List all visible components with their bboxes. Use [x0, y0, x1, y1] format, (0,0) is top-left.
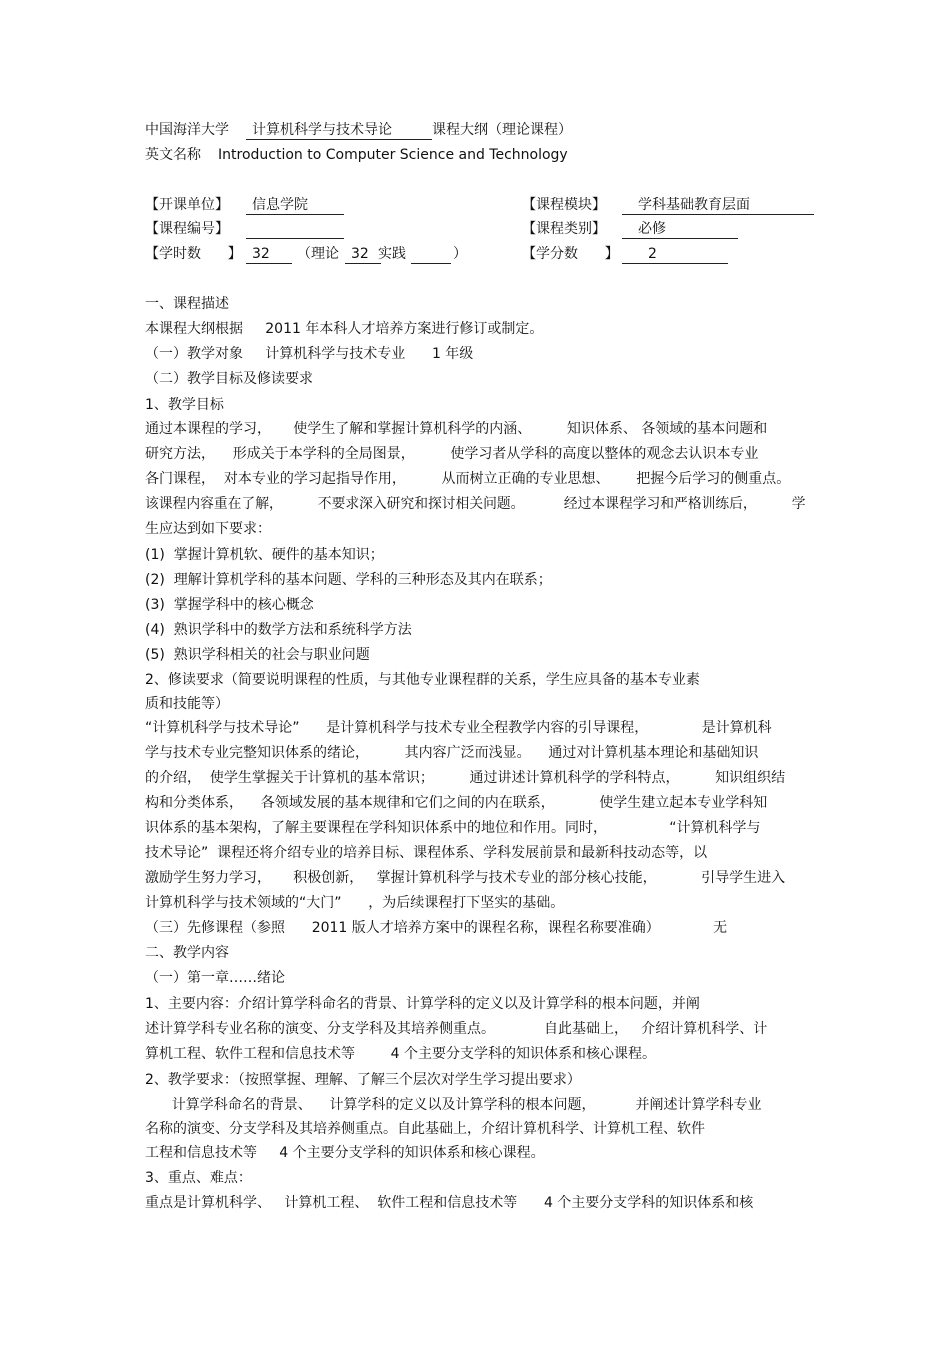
course-name: 计算机科学与技术导论: [246, 121, 432, 140]
module-label: 【课程模块】: [522, 197, 606, 213]
body-line: 通过本课程的学习， 使学生了解和掌握计算机科学的内涵、 知识体系、 各领域的基本问题和: [145, 421, 768, 437]
english-name-label: 英文名称: [145, 147, 201, 163]
category-label: 【课程类别】: [522, 221, 606, 237]
hours-value: 32: [246, 245, 292, 264]
body-line: “计算机科学与技术导论” 是计算机科学与技术专业全程教学内容的引导课程， 是计算机科: [145, 720, 772, 736]
category-value: 必修: [622, 220, 738, 239]
list-item: (5) 熟识学科相关的社会与职业问题: [145, 647, 370, 663]
practice-value: [411, 245, 451, 264]
body-line: 重点是计算机科学、 计算机工程、 软件工程和信息技术等 4 个主要分支学科的知识体系和核: [145, 1195, 754, 1211]
theory-label: （理论: [297, 246, 339, 262]
body-line: （三）先修课程（参照 2011 版人才培养方案中的课程名称，课程名称要准确） 无: [145, 920, 728, 936]
doc-type: 课程大纲（理论课程）: [432, 122, 572, 138]
list-item: (1) 掌握计算机软、硬件的基本知识；: [145, 547, 384, 563]
dept-label: 【开课单位】: [145, 197, 229, 213]
body-line: 1、教学目标: [145, 397, 224, 413]
body-line: 工程和信息技术等 4 个主要分支学科的知识体系和核心课程。: [145, 1145, 545, 1161]
body-line: 该课程内容重在了解， 不要求深入研究和探讨相关问题。 经过本课程学习和严格训练后， 学: [145, 496, 806, 512]
module-value: 学科基础教育层面: [622, 196, 814, 215]
list-item: (2) 理解计算机学科的基本问题、学科的三种形态及其内在联系；: [145, 572, 552, 588]
body-line: 本课程大纲根据 2011 年本科人才培养方案进行修订或制定。: [145, 321, 544, 337]
theory-value: 32: [345, 245, 381, 264]
body-line: 3、重点、难点：: [145, 1170, 252, 1186]
body-line: 学与技术专业完整知识体系的绪论， 其内容广泛而浅显。 通过对计算机基本理论和基础知识: [145, 745, 759, 761]
body-line: 构和分类体系， 各领域发展的基本规律和它们之间的内在联系， 使学生建立起本专业学科知: [145, 795, 768, 811]
credit-label: 【学分数 】: [522, 246, 619, 262]
english-name: Introduction to Computer Science and Technology: [218, 147, 568, 163]
body-line: （一）第一章……绪论: [145, 970, 285, 986]
section-heading: 二、教学内容: [145, 945, 229, 961]
body-line: 的介绍， 使学生掌握关于计算机的基本常识； 通过讲述计算机科学的学科特点， 知识组织结: [145, 770, 786, 786]
body-line: 1、主要内容：介绍计算学科命名的背景、计算学科的定义以及计算学科的根本问题，并阐: [145, 996, 700, 1012]
body-line: 2、修读要求（简要说明课程的性质，与其他专业课程群的关系，学生应具备的基本专业素: [145, 672, 700, 688]
body-line: 算机工程、软件工程和信息技术等 4 个主要分支学科的知识体系和核心课程。: [145, 1046, 656, 1062]
credit-value: 2: [622, 245, 728, 264]
body-line: 研究方法， 形成关于本学科的全局图景， 使学习者从学科的高度以整体的观念去认识本专业: [145, 446, 759, 462]
body-line: 2、教学要求：（按照掌握、理解、了解三个层次对学生学习提出要求）: [145, 1072, 581, 1088]
body-line: 生应达到如下要求：: [145, 521, 271, 537]
body-line: 述计算学科专业名称的演变、分支学科及其培养侧重点。 自此基础上， 介绍计算机科学、计: [145, 1021, 768, 1037]
hours-label: 【学时数 】: [145, 246, 242, 262]
body-line: 识体系的基本架构，了解主要课程在学科知识体系中的地位和作用。同时， “计算机科学与: [145, 820, 761, 836]
dept-value: 信息学院: [246, 196, 344, 215]
code-value: [246, 220, 344, 239]
body-line: 计算学科命名的背景、 计算学科的定义以及计算学科的根本问题， 并阐述计算学科专业: [145, 1097, 762, 1113]
list-item: (4) 熟识学科中的数学方法和系统科学方法: [145, 622, 412, 638]
code-label: 【课程编号】: [145, 221, 229, 237]
body-line: 激励学生努力学习， 积极创新， 掌握计算机科学与技术专业的部分核心技能， 引导学生进入: [145, 870, 786, 886]
school-name: 中国海洋大学: [145, 122, 229, 138]
section-heading: 一、课程描述: [145, 296, 229, 312]
body-line: （二）教学目标及修读要求: [145, 371, 313, 387]
body-line: 质和技能等）: [145, 696, 229, 712]
body-line: 名称的演变、分支学科及其培养侧重点。自此基础上，介绍计算机科学、计算机工程、软件: [145, 1121, 705, 1137]
body-line: 各门课程， 对本专业的学习起指导作用， 从而树立正确的专业思想、 把握今后学习的侧重点。: [145, 471, 791, 487]
practice-label: 实践: [378, 246, 406, 262]
body-line: （一）教学对象 计算机科学与技术专业 1 年级: [145, 346, 474, 362]
body-line: 技术导论” 课程还将介绍专业的培养目标、课程体系、学科发展前景和最新科技动态等，以: [145, 845, 708, 861]
list-item: (3) 掌握学科中的核心概念: [145, 597, 314, 613]
body-line: 计算机科学与技术领域的“大门” ，为后续课程打下坚实的基础。: [145, 895, 565, 911]
close-paren: ）: [453, 246, 467, 262]
